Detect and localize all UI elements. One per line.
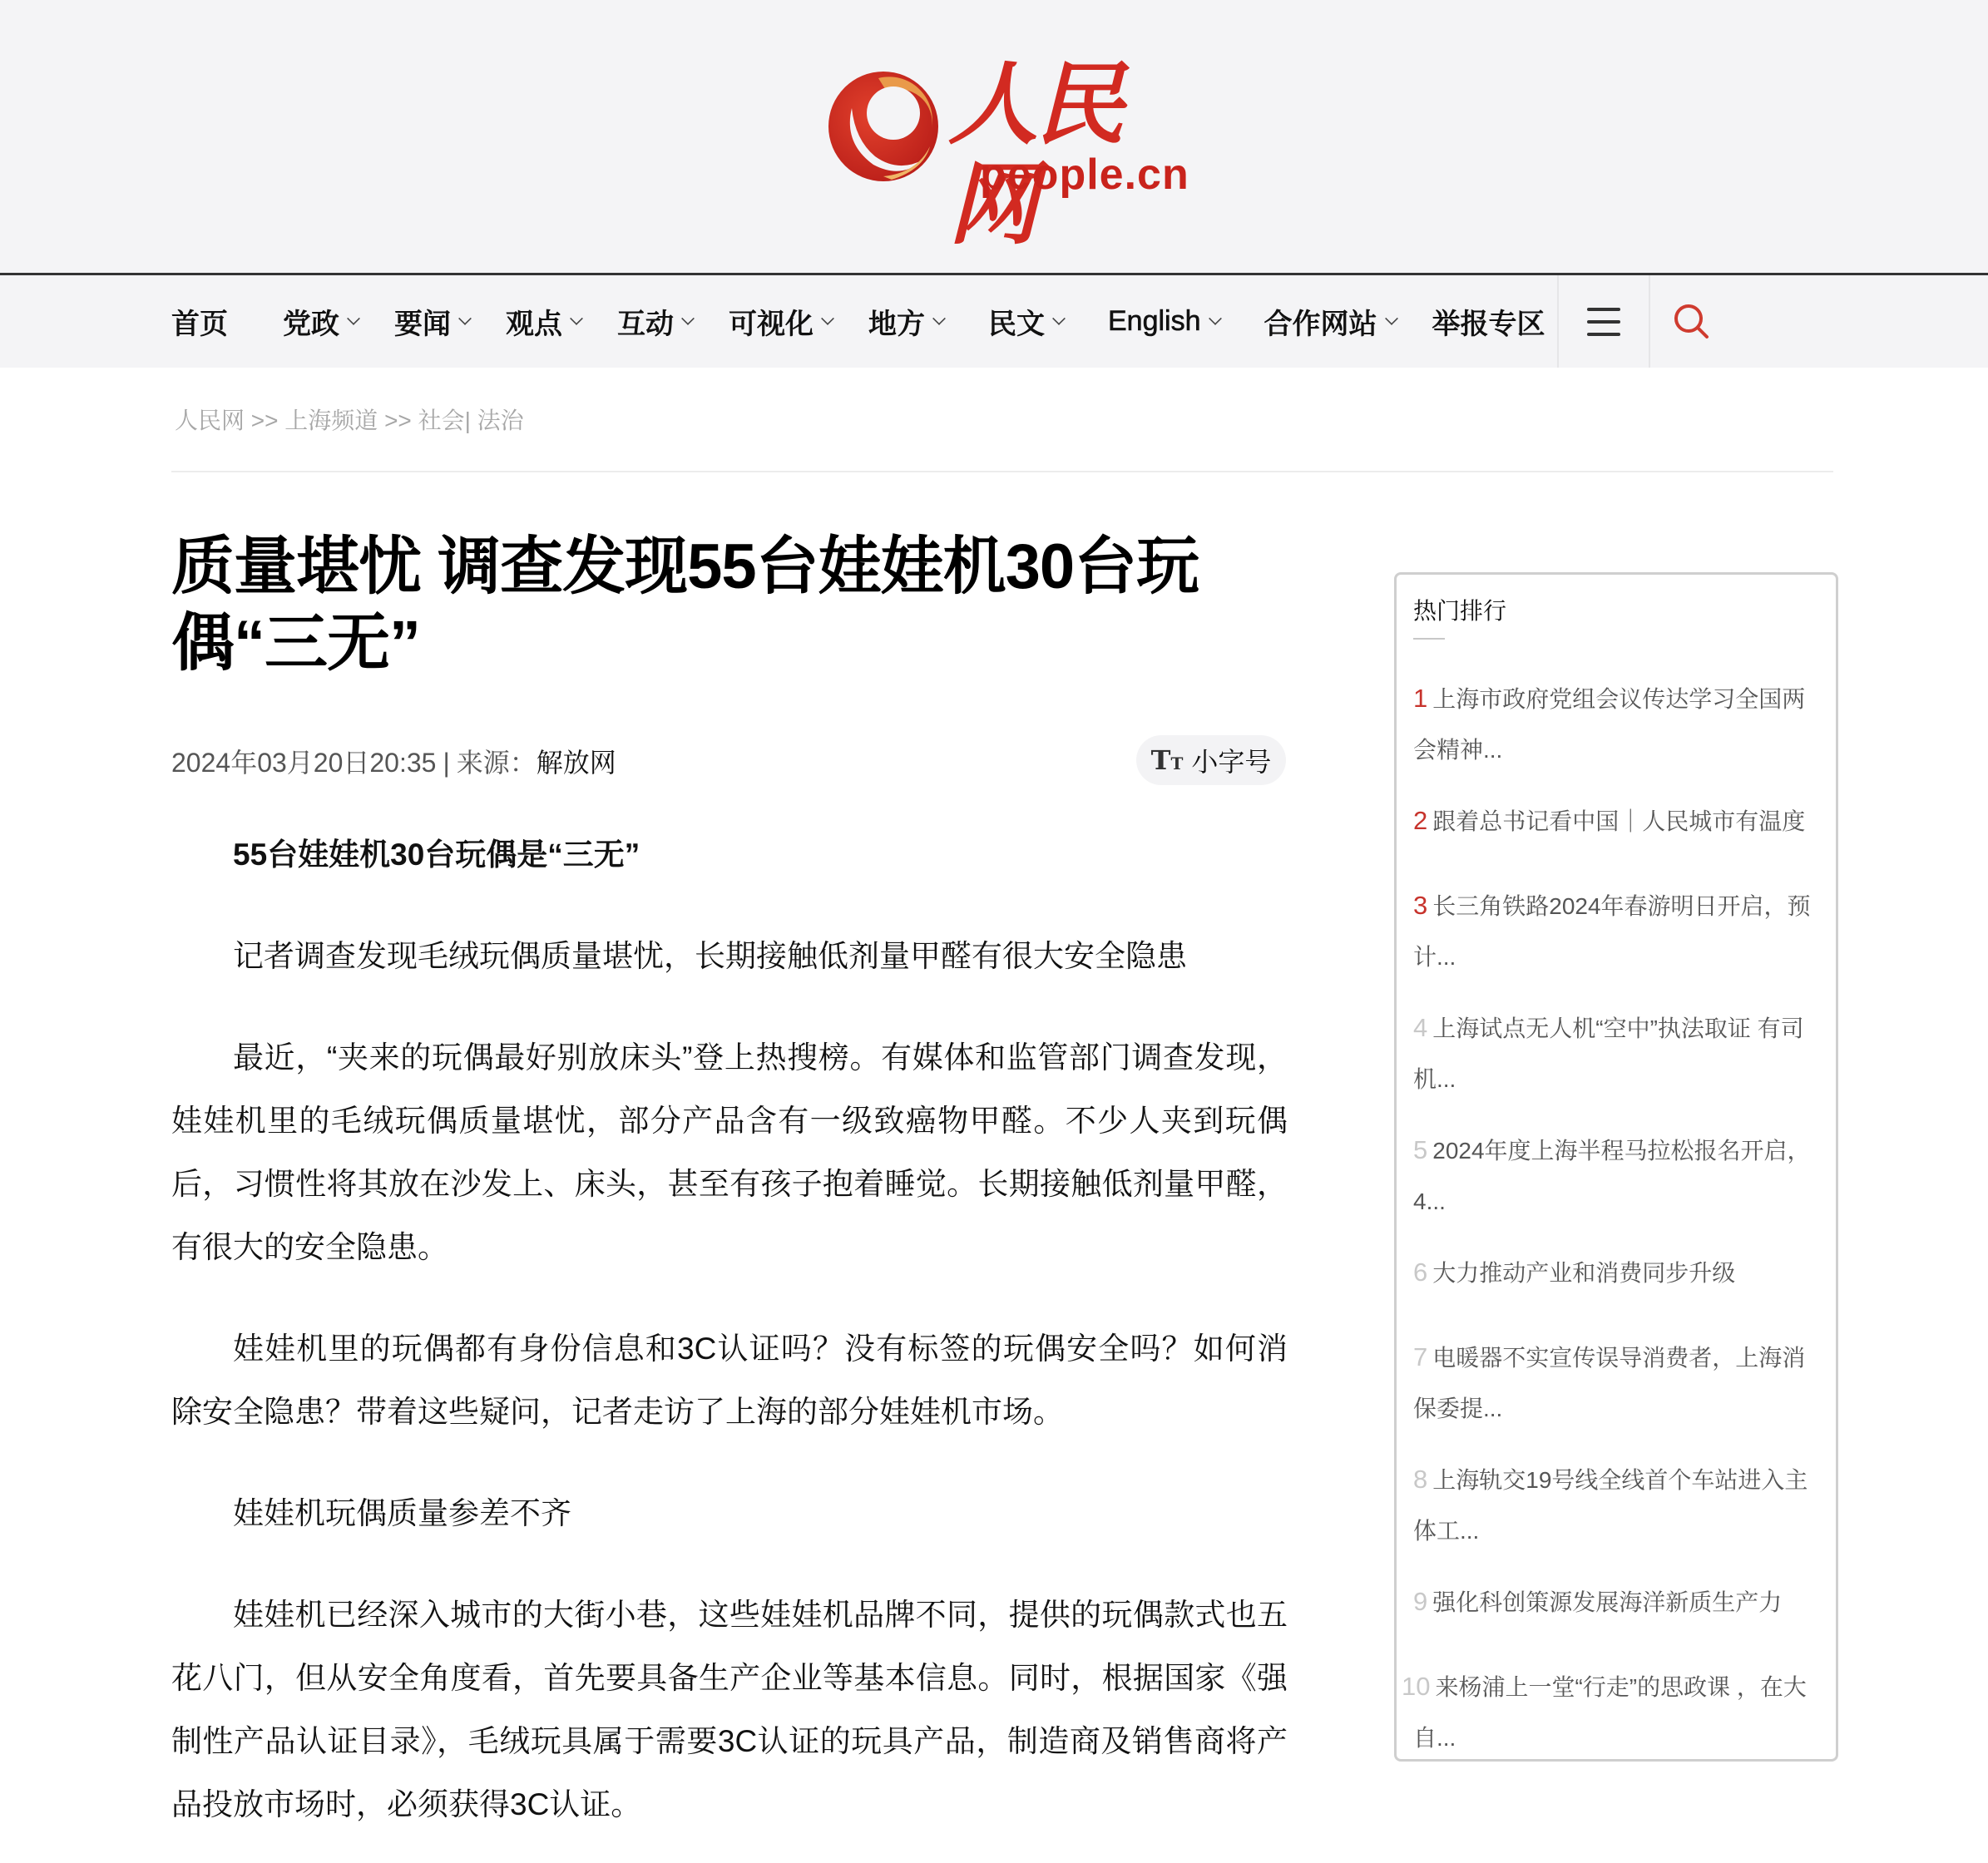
rank-number: 3 <box>1413 891 1428 920</box>
rank-number: 4 <box>1413 1013 1428 1042</box>
nav-label: 观点 <box>506 309 562 340</box>
ranking-headline: 来杨浦上一堂“行走”的思政课 ，在大自... <box>1413 1674 1807 1751</box>
rank-number: 6 <box>1413 1258 1428 1287</box>
article-paragraph: 最近，“夹来的玩偶最好别放床头”登上热搜榜。有媒体和监管部门调查发现，娃娃机里的毛绒玩偶质量堪忧，部分产品含有一级致癌物甲醛。不少人夹到玩偶后，习惯性将其放在沙发上、床头，甚至有孩子抱着睡觉。长期接触低剂量甲醛，有很大的安全隐患。 <box>171 1040 1288 1264</box>
ranking-item[interactable] <box>1413 673 1824 775</box>
chevron-down-icon <box>570 312 583 325</box>
font-size-toggle-label: 小字号 <box>1191 747 1272 777</box>
rank-number: 1 <box>1413 684 1428 713</box>
menu-button[interactable] <box>1559 275 1649 368</box>
nav-item-partner-sites[interactable] <box>1264 301 1397 342</box>
nav-item-home[interactable] <box>171 301 228 342</box>
logo-domain-text: people.cn <box>980 151 1189 199</box>
chevron-down-icon <box>458 312 472 325</box>
source-link[interactable]: 解放网 <box>536 748 616 778</box>
article-paragraph: 记者调查发现毛绒玩偶质量堪忧，长期接触低剂量甲醛有很大安全隐患 <box>233 939 1187 973</box>
globe-logo-icon <box>825 67 942 183</box>
ranking-item[interactable] <box>1402 1661 1824 1763</box>
hot-ranking-list <box>1402 673 1824 1783</box>
nav-item-english[interactable] <box>1108 305 1221 338</box>
nav-label: 党政 <box>283 309 339 340</box>
nav-item-ethnic-languages[interactable] <box>988 301 1065 342</box>
nav-item-visualization[interactable] <box>729 301 833 342</box>
nav-item-local[interactable] <box>868 301 945 342</box>
nav-item-news[interactable] <box>394 301 471 342</box>
search-button[interactable] <box>1650 275 1733 368</box>
article-paragraph: 55台娃娃机30台玩偶是“三无” <box>233 838 640 872</box>
ranking-headline: 强化科创策源发展海洋新质生产力 <box>1432 1589 1783 1615</box>
chevron-down-icon <box>1052 312 1066 325</box>
chevron-down-icon <box>1385 312 1398 325</box>
nav-label: English <box>1108 305 1201 337</box>
ranking-headline: 长三角铁路2024年春游明日开启，预计... <box>1413 893 1811 970</box>
site-header <box>0 0 1988 273</box>
ranking-headline: 2024年度上海半程马拉松报名开启，4... <box>1413 1138 1811 1214</box>
chevron-down-icon <box>821 312 834 325</box>
meta-separator: | <box>443 748 450 778</box>
title-underline <box>1413 638 1445 640</box>
ranking-item[interactable] <box>1413 1454 1824 1556</box>
chevron-down-icon <box>347 312 360 325</box>
article-meta <box>171 742 616 780</box>
nav-label: 举报专区 <box>1432 309 1545 340</box>
rank-number: 5 <box>1413 1135 1428 1164</box>
chevron-down-icon <box>932 312 946 325</box>
breadcrumb-separator: >> <box>384 408 412 433</box>
main-nav <box>0 273 1988 368</box>
ranking-item[interactable] <box>1413 1002 1824 1104</box>
nav-label: 地方 <box>868 309 925 340</box>
nav-label: 可视化 <box>729 309 813 340</box>
article-body <box>171 823 1288 1863</box>
nav-item-interactive[interactable] <box>617 301 694 342</box>
breadcrumb-item-shanghai[interactable]: 上海频道 <box>284 408 378 433</box>
breadcrumb <box>175 403 524 436</box>
publish-date: 2024年03月20日20:35 <box>171 748 437 778</box>
font-size-toggle-button[interactable] <box>1136 735 1286 785</box>
hamburger-icon <box>1587 308 1620 336</box>
site-logo[interactable] <box>825 52 1189 257</box>
search-icon <box>1673 303 1711 341</box>
hot-ranking-title: 热门排行 <box>1413 598 1507 624</box>
ranking-item[interactable] <box>1413 1576 1824 1628</box>
nav-label: 合作网站 <box>1264 309 1377 340</box>
source-label: 来源： <box>456 748 537 778</box>
article-title: 质量堪忧 调查发现55台娃娃机30台玩偶“三无” <box>171 531 1199 679</box>
breadcrumb-item-home[interactable]: 人民网 <box>175 408 245 433</box>
ranking-item[interactable] <box>1413 1124 1824 1227</box>
article-paragraph: 娃娃机里的玩偶都有身份信息和3C认证吗？没有标签的玩偶安全吗？如何消除安全隐患？带着这些疑问，记者走访了上海的部分娃娃机市场。 <box>171 1332 1288 1429</box>
nav-item-opinion[interactable] <box>506 301 582 342</box>
nav-label: 互动 <box>617 309 674 340</box>
nav-item-party-government[interactable] <box>283 301 359 342</box>
ranking-item[interactable] <box>1413 880 1824 982</box>
rank-number: 10 <box>1402 1672 1431 1701</box>
text-size-icon: TT <box>1150 744 1184 776</box>
ranking-headline: 上海市政府党组会议传达学习全国两会精神... <box>1413 686 1806 763</box>
nav-label: 要闻 <box>394 309 451 340</box>
rank-number: 2 <box>1413 806 1428 835</box>
nav-item-report[interactable] <box>1432 301 1545 342</box>
ranking-headline: 上海试点无人机“空中”执法取证 有司机... <box>1413 1016 1804 1092</box>
rank-number: 7 <box>1413 1342 1428 1371</box>
ranking-item[interactable] <box>1413 795 1824 847</box>
ranking-item[interactable] <box>1413 1247 1824 1298</box>
nav-items <box>171 275 1580 368</box>
breadcrumb-item-society-law[interactable]: 社会| 法治 <box>418 408 524 433</box>
hot-ranking-panel <box>1394 572 1838 1762</box>
breadcrumb-separator: >> <box>250 408 279 433</box>
rank-number: 8 <box>1413 1465 1428 1494</box>
ranking-item[interactable] <box>1413 1332 1824 1434</box>
ranking-headline: 跟着总书记看中国｜人民城市有温度 <box>1432 808 1806 834</box>
ranking-headline: 上海轨交19号线全线首个车站进入主体工... <box>1413 1467 1808 1544</box>
breadcrumb-divider <box>171 471 1833 472</box>
nav-label: 民文 <box>988 309 1045 340</box>
article-subheading: 娃娃机玩偶质量参差不齐 <box>233 1496 571 1530</box>
nav-label: 首页 <box>171 309 228 340</box>
ranking-headline: 大力推动产业和消费同步升级 <box>1432 1260 1736 1286</box>
chevron-down-icon <box>681 312 695 325</box>
chevron-down-icon <box>1209 312 1222 325</box>
rank-number: 9 <box>1413 1587 1428 1616</box>
article-paragraph: 娃娃机已经深入城市的大街小巷，这些娃娃机品牌不同，提供的玩偶款式也五花八门，但从安全角度看，首先要具备生产企业等基本信息。同时，根据国家《强制性产品认证目录》，毛绒玩具属于需要3C认证的玩具产品，制造商及销售商将产品投放市场时，必须获得3C认证。 <box>171 1598 1288 1821</box>
logo-chinese-text: 人民网 <box>948 52 1122 257</box>
ranking-headline: 电暖器不实宣传误导消费者，上海消保委提... <box>1413 1345 1806 1421</box>
